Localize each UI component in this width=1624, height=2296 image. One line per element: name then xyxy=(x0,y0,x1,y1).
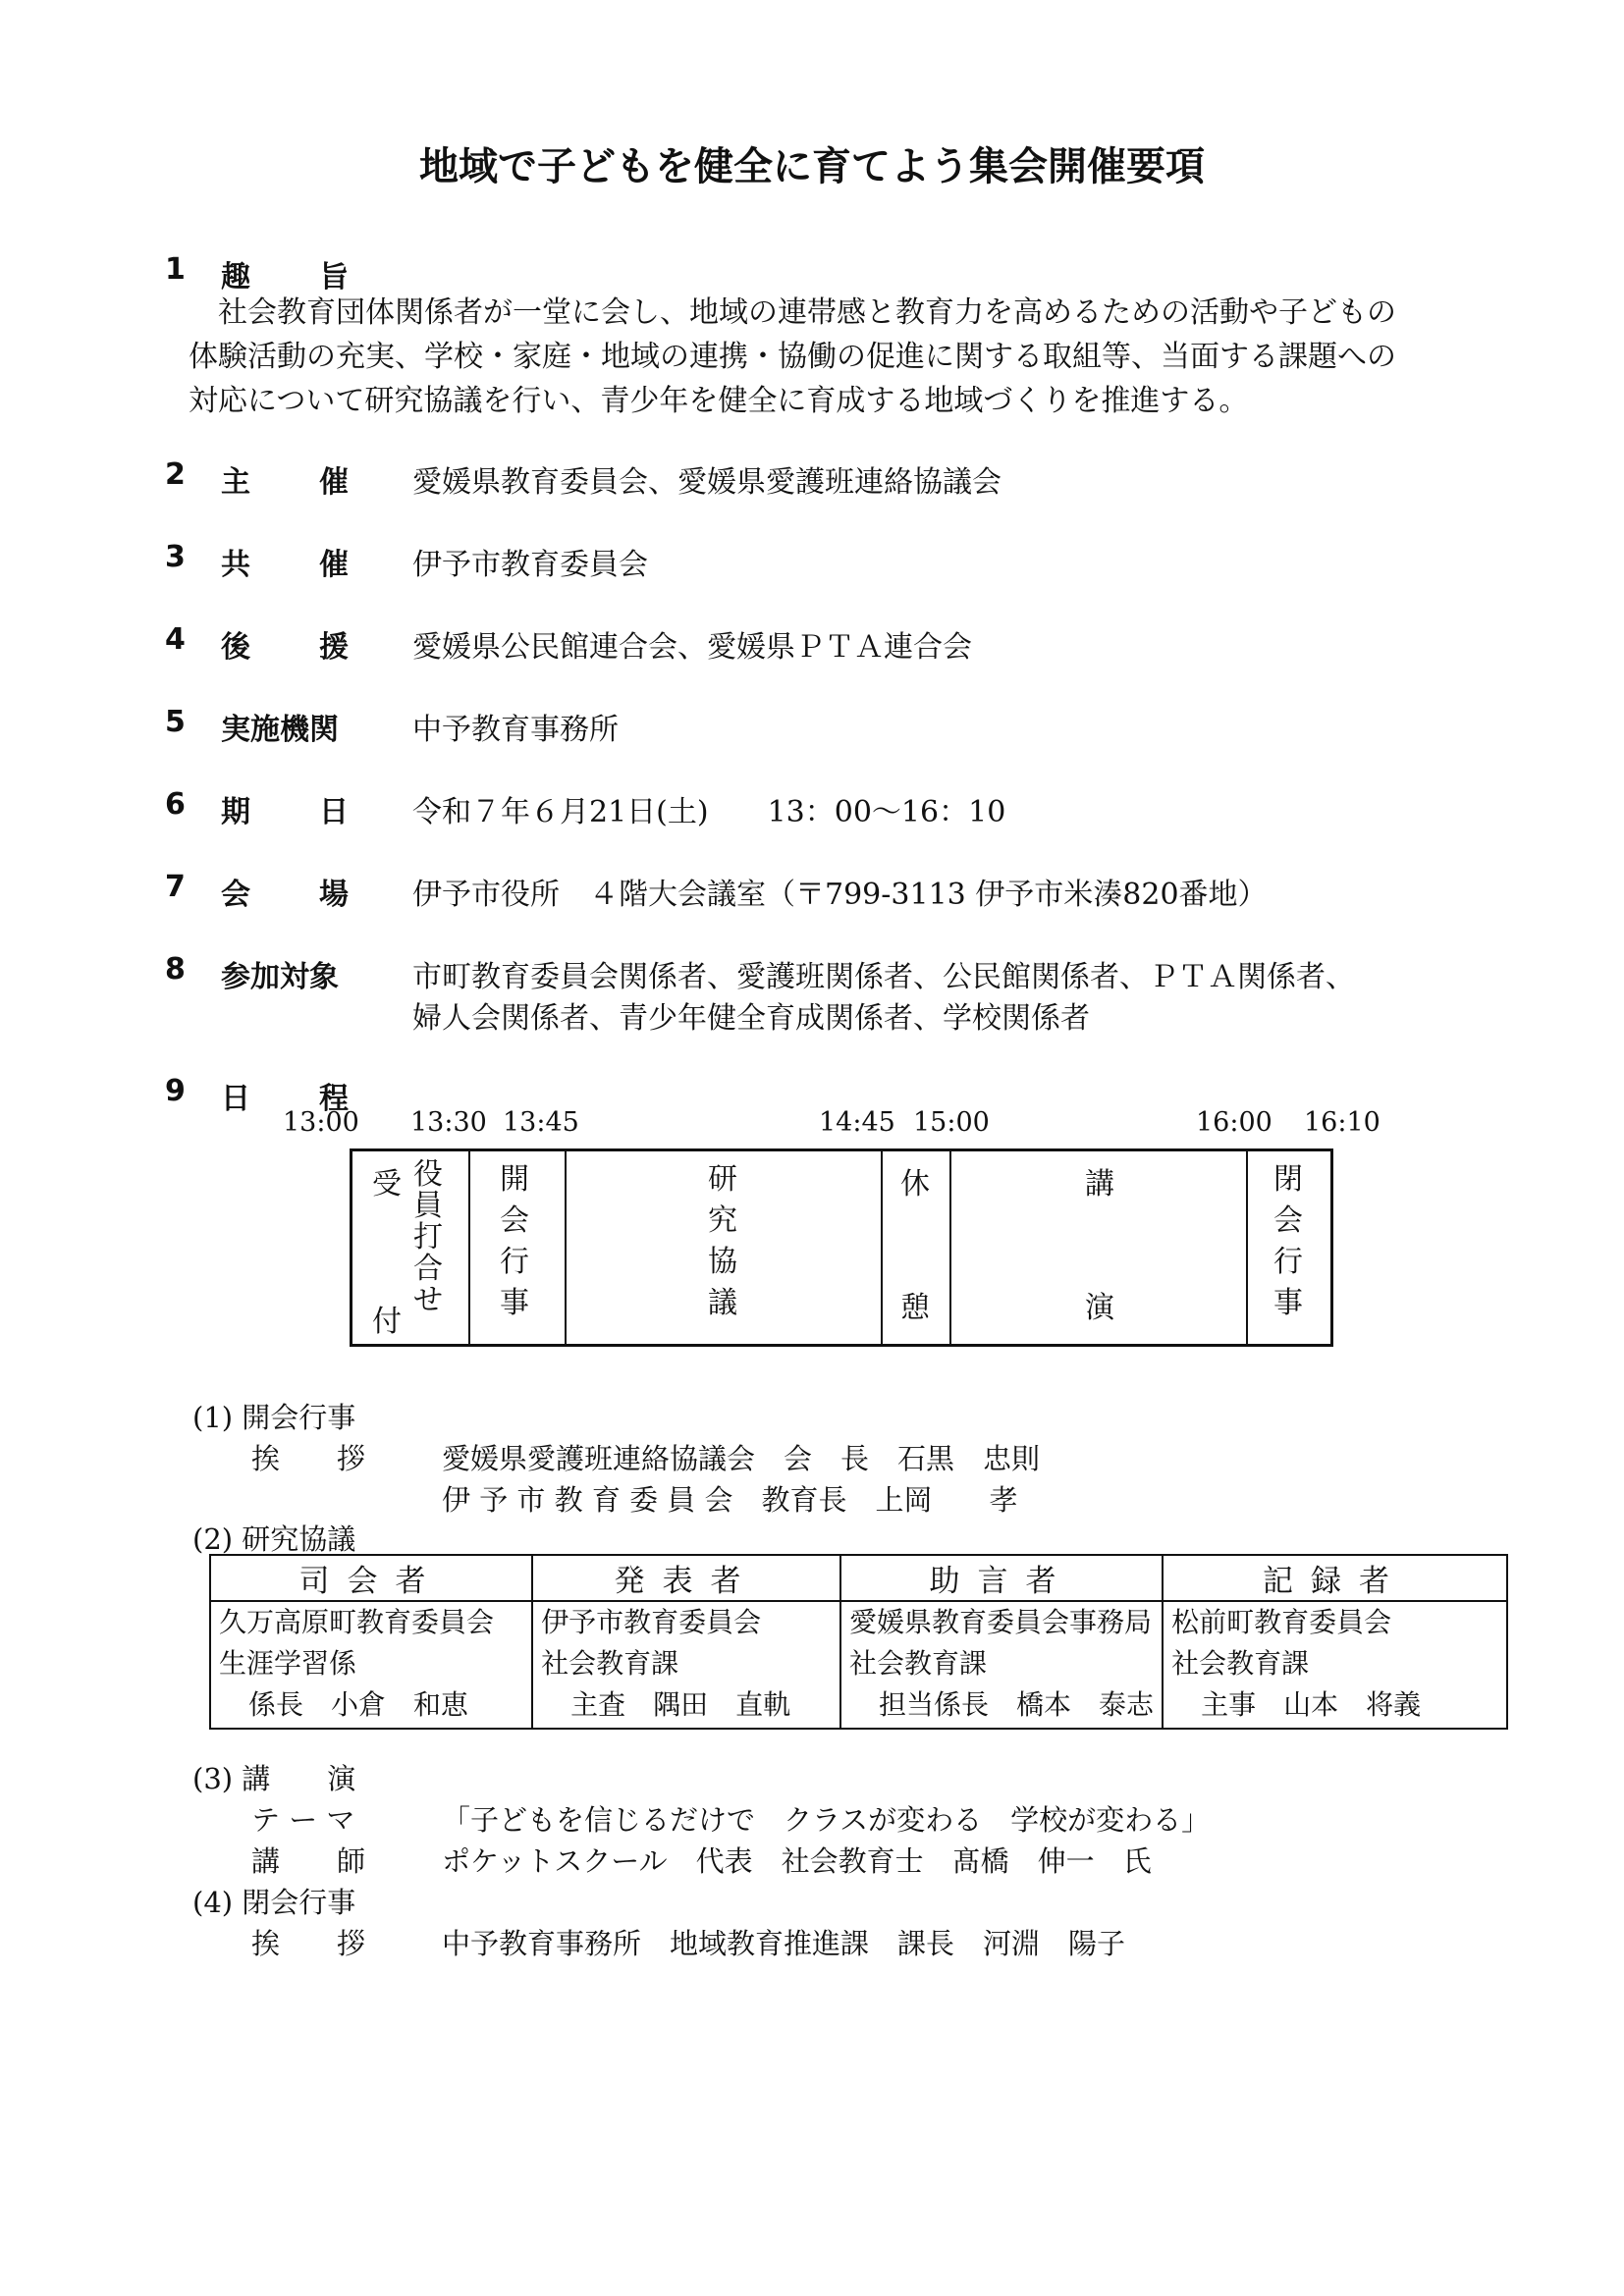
cell-line: 生涯学習係 xyxy=(219,1647,357,1680)
schedule-timeline xyxy=(350,1148,1333,1347)
research-roles-table xyxy=(209,1554,1508,1730)
cell-line: 久万高原町教育委員会 xyxy=(219,1606,495,1638)
venue-value: 伊予市役所 ４階大会議室（〒799-3113 伊予市米湊820番地） xyxy=(412,878,1268,912)
schedule-char: 会 xyxy=(1273,1203,1303,1238)
section-number: 1 xyxy=(165,252,186,287)
schedule-char: 講 xyxy=(1085,1167,1114,1201)
schedule-char: 役 xyxy=(413,1157,443,1192)
schedule-vertical-text xyxy=(708,1159,737,1324)
purpose-line: 対応について研究協議を行い、青少年を健全に育成する地域づくりを推進する。 xyxy=(189,384,1249,418)
lecture-theme: 「子どもを信じるだけで クラスが変わる 学校が変わる」 xyxy=(442,1803,1211,1837)
participants-value-line2: 婦人会関係者、青少年健全育成関係者、学校関係者 xyxy=(412,1001,1090,1036)
schedule-char: 演 xyxy=(1085,1291,1114,1325)
section-number: 3 xyxy=(165,540,186,574)
table-cell xyxy=(210,1601,532,1729)
column-header: 助言者 xyxy=(840,1555,1163,1601)
schedule-char: 研 xyxy=(708,1162,737,1197)
schedule-char: 事 xyxy=(1273,1286,1303,1320)
schedule-char: 行 xyxy=(1273,1245,1303,1279)
schedule-char: 究 xyxy=(708,1203,737,1238)
schedule-block-opening xyxy=(470,1151,567,1344)
table-cell xyxy=(532,1601,840,1729)
closing-greeting-label: 挨 拶 xyxy=(251,1927,366,1960)
schedule-char: 憩 xyxy=(900,1291,930,1325)
schedule-char: 事 xyxy=(500,1286,529,1320)
schedule-vertical-text xyxy=(413,1159,443,1316)
section-number: 5 xyxy=(165,705,186,739)
cell-line: 主事 山本 将義 xyxy=(1201,1688,1422,1721)
section-number: 4 xyxy=(165,622,186,657)
date-value: 令和７年６月21日(土) 13：00〜16：10 xyxy=(412,795,1006,829)
co-organizer-value: 伊予市教育委員会 xyxy=(412,548,648,582)
schedule-time: 13:00 xyxy=(283,1107,359,1138)
schedule-vertical-text xyxy=(1273,1159,1303,1324)
cell-line: 社会教育課 xyxy=(849,1647,988,1680)
schedule-block-break xyxy=(883,1151,951,1344)
schedule-char: 員 xyxy=(413,1189,443,1223)
column-header: 司会者 xyxy=(210,1555,532,1601)
section-number: 6 xyxy=(165,787,186,822)
schedule-block-lecture xyxy=(951,1151,1248,1344)
section-number: 2 xyxy=(165,457,186,492)
closing-heading: (4) 閉会行事 xyxy=(192,1886,356,1919)
schedule-time: 16:10 xyxy=(1304,1107,1380,1138)
schedule-time: 13:45 xyxy=(503,1107,579,1138)
organizer-value: 愛媛県教育委員会、愛媛県愛護班連絡協議会 xyxy=(412,465,1001,500)
schedule-char: 休 xyxy=(900,1167,930,1201)
schedule-block-reception-briefing xyxy=(352,1151,470,1344)
column-header: 発表者 xyxy=(532,1555,840,1601)
section-label: 会 場 xyxy=(221,878,349,912)
section-label: 主 催 xyxy=(221,465,349,500)
lecture-theme-label: テ ー マ xyxy=(251,1803,355,1837)
implementing-body-value: 中予教育事務所 xyxy=(412,713,619,747)
purpose-text xyxy=(189,291,1396,423)
schedule-time: 13:30 xyxy=(410,1107,487,1138)
closing-greeting-line: 中予教育事務所 地域教育推進課 課長 河淵 陽子 xyxy=(442,1927,1126,1960)
cell-line: 愛媛県教育委員会事務局 xyxy=(849,1606,1153,1638)
schedule-vertical-text xyxy=(500,1159,529,1324)
schedule-char: 打 xyxy=(413,1220,443,1255)
cell-line: 社会教育課 xyxy=(1171,1647,1310,1680)
lecture-heading: (3) 講 演 xyxy=(192,1762,356,1795)
schedule-time: 16:00 xyxy=(1196,1107,1272,1138)
section-label: 実施機関 xyxy=(221,713,339,747)
schedule-char: 閉 xyxy=(1273,1162,1303,1197)
table-header-row xyxy=(210,1555,1507,1601)
section-label: 趣 旨 xyxy=(221,260,349,294)
research-heading: (2) 研究協議 xyxy=(192,1522,356,1556)
schedule-char: せ xyxy=(413,1283,443,1317)
cell-line: 社会教育課 xyxy=(541,1647,679,1680)
cell-line: 係長 小倉 和恵 xyxy=(248,1688,469,1721)
lecture-speaker-label: 講 師 xyxy=(251,1844,366,1878)
table-row xyxy=(210,1601,1507,1729)
purpose-line: 社会教育団体関係者が一堂に会し、地域の連帯感と教育力を高めるための活動や子どもの xyxy=(218,295,1396,330)
section-label: 参加対象 xyxy=(221,960,339,994)
purpose-line: 体験活動の充実、学校・家庭・地域の連携・協働の促進に関する取組等、当面する課題への xyxy=(189,340,1396,374)
section-label: 共 催 xyxy=(221,548,349,582)
section-number: 8 xyxy=(165,952,186,987)
schedule-char: 開 xyxy=(500,1162,529,1197)
section-label: 後 援 xyxy=(221,630,349,665)
column-header: 記録者 xyxy=(1163,1555,1507,1601)
schedule-time: 15:00 xyxy=(913,1107,990,1138)
schedule-time: 14:45 xyxy=(819,1107,895,1138)
section-number: 9 xyxy=(165,1074,186,1108)
section-number: 7 xyxy=(165,870,186,904)
cell-line: 伊予市教育委員会 xyxy=(541,1606,762,1638)
schedule-char: 行 xyxy=(500,1245,529,1279)
schedule-block-research xyxy=(567,1151,883,1344)
section-label: 日 程 xyxy=(221,1082,349,1116)
cell-line: 主査 隅田 直軌 xyxy=(570,1688,791,1721)
opening-greeting-line: 愛媛県愛護班連絡協議会 会 長 石黒 忠則 xyxy=(442,1442,1041,1475)
opening-greeting-line: 伊 予 市 教 育 委 員 会 教育長 上岡 孝 xyxy=(442,1483,1018,1517)
opening-heading: (1) 開会行事 xyxy=(192,1401,356,1434)
support-value: 愛媛県公民館連合会、愛媛県ＰＴＡ連合会 xyxy=(412,630,972,665)
cell-line: 担当係長 橋本 泰志 xyxy=(879,1688,1155,1721)
cell-line: 松前町教育委員会 xyxy=(1171,1606,1392,1638)
participants-value: 市町教育委員会関係者、愛護班関係者、公民館関係者、ＰＴＡ関係者、 xyxy=(412,960,1355,994)
schedule-char: 協 xyxy=(708,1245,737,1279)
schedule-char: 会 xyxy=(500,1203,529,1238)
schedule-char: 付 xyxy=(372,1305,402,1339)
schedule-block-closing xyxy=(1248,1151,1330,1344)
lecture-speaker: ポケットスクール 代表 社会教育士 髙橋 伸一 氏 xyxy=(442,1844,1152,1878)
opening-greeting-label: 挨 拶 xyxy=(251,1442,366,1475)
schedule-char: 合 xyxy=(413,1252,443,1286)
table-cell xyxy=(840,1601,1163,1729)
table-cell xyxy=(1163,1601,1507,1729)
page-title: 地域で子どもを健全に育てよう集会開催要項 xyxy=(419,144,1205,189)
section-label: 期 日 xyxy=(221,795,349,829)
schedule-char: 議 xyxy=(708,1286,737,1320)
schedule-char: 受 xyxy=(372,1167,402,1201)
